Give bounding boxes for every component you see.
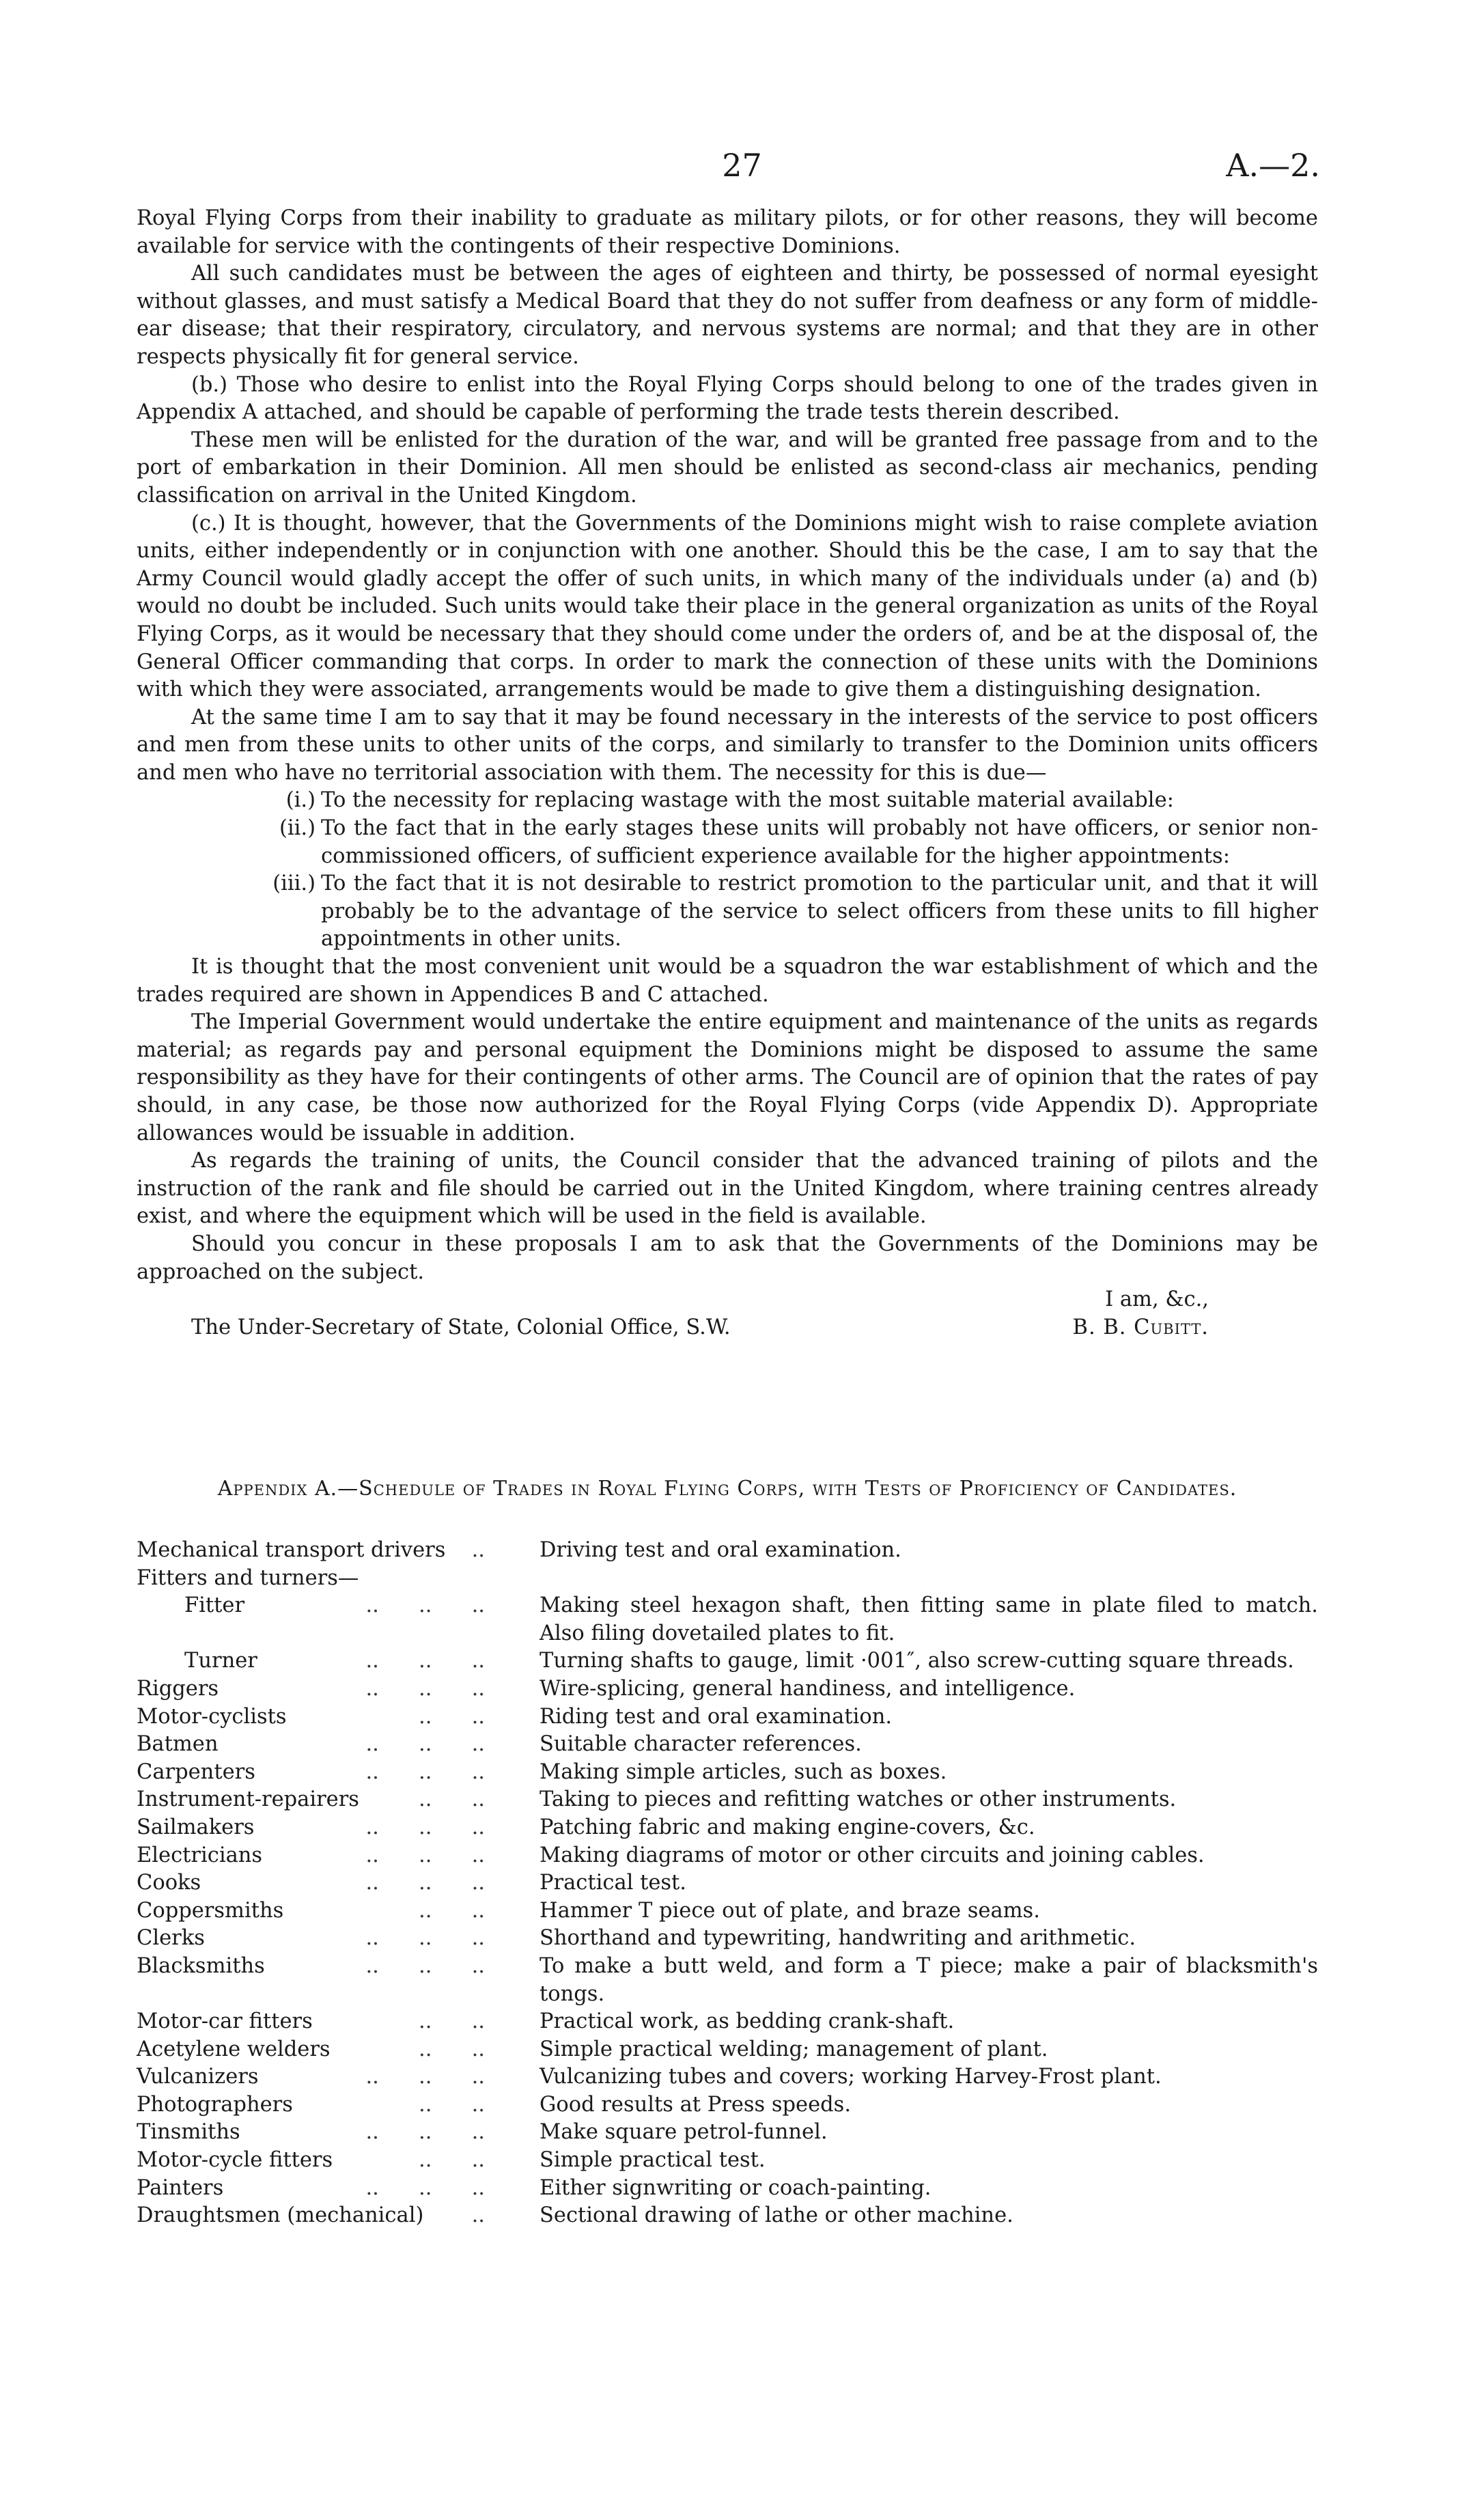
list-number: (ii.) xyxy=(279,816,316,841)
table-row xyxy=(137,1814,1318,1842)
table-row xyxy=(137,1731,1318,1759)
trade-name: Painters .. .. .. xyxy=(137,2175,485,2200)
table-row xyxy=(137,1869,1318,1897)
trade-name: Motor-cyclists .. .. xyxy=(137,1704,485,1729)
list-number: (iii.) xyxy=(272,872,316,896)
page-number: 27 xyxy=(722,147,762,184)
paragraph: At the same time I am to say that it may be found necessary in the interests of the service to post officers and men from these units to other units of the corps, and similarly to transfer to the Dominion units officers and men who have no territorial association with them. The necessity for this is due— xyxy=(137,705,1318,785)
document-reference: A.—2. xyxy=(1226,147,1320,184)
paragraph: Royal Flying Corps from their inability to graduate as military pilots, or for other reasons, they will become available for service with the contingents of their respective Dominions. xyxy=(137,206,1318,258)
trade-name: Motor-car fitters .. .. xyxy=(137,2009,485,2034)
table-row xyxy=(137,1703,1318,1731)
trade-test: Vulcanizing tubes and covers; working Harvey-Frost plant. xyxy=(540,2065,1162,2089)
list-text: To the necessity for replacing wastage with the most suitable material available: xyxy=(321,788,1174,813)
list-item xyxy=(253,870,1318,953)
trade-name: Fitter .. .. .. xyxy=(184,1593,485,1618)
trade-test: Making simple articles, such as boxes. xyxy=(540,1759,947,1784)
trade-test: Making steel hexagon shaft, then fitting same in plate filed to match. Also filing dovetailed plates to fit. xyxy=(540,1593,1318,1645)
table-row xyxy=(137,1537,1318,1565)
trades-schedule xyxy=(137,1537,1318,2230)
trade-name: Motor-cycle fitters .. .. xyxy=(137,2148,485,2173)
table-row xyxy=(137,1842,1318,1870)
table-row xyxy=(137,2147,1318,2175)
table-row xyxy=(137,1897,1318,1925)
table-row xyxy=(137,2036,1318,2064)
table-row xyxy=(137,2202,1318,2230)
paragraph: Should you concur in these proposals I am to ask that the Governments of the Dominions may be approached on the subject. xyxy=(137,1231,1318,1284)
trade-name: Turner .. .. .. xyxy=(184,1649,485,1673)
table-row xyxy=(137,1786,1318,1814)
trade-test: Either signwriting or coach-painting. xyxy=(540,2175,932,2200)
appendix-title: Appendix A.—Schedule of Trades in Royal Flying Corps, with Tests of Proficiency of Candidates. xyxy=(217,1477,1237,1501)
trade-name: Vulcanizers .. .. .. xyxy=(137,2065,485,2089)
trade-name: Carpenters .. .. .. xyxy=(137,1759,485,1784)
reasons-list xyxy=(253,787,1318,953)
trade-test: Simple practical welding; management of plant. xyxy=(540,2037,1048,2061)
trade-test: Shorthand and typewriting, handwriting and arithmetic. xyxy=(540,1926,1136,1951)
paragraph: (b.) Those who desire to enlist into the Royal Flying Corps should belong to one of the trades given in Appendix A attached, and should be capable of performing the trade tests therein described. xyxy=(137,372,1318,425)
signature: B. B. Cubitt. xyxy=(1072,1315,1209,1339)
table-row xyxy=(137,1592,1318,1647)
list-text: To the fact that in the early stages these units will probably not have officers, or senior non-commissioned officers, of sufficient experience available for the higher appointments: xyxy=(321,816,1318,868)
table-row xyxy=(137,2063,1318,2091)
table-row xyxy=(137,1647,1318,1675)
trade-name: Sailmakers .. .. .. xyxy=(137,1815,485,1839)
trade-test: Sectional drawing of lathe or other machine. xyxy=(540,2203,1013,2228)
trade-test: Hammer T piece out of plate, and braze seams. xyxy=(540,1898,1040,1923)
trade-name: Cooks .. .. .. xyxy=(137,1871,485,1895)
trade-name: Blacksmiths .. .. .. xyxy=(137,1953,485,1978)
trade-test: Turning shafts to gauge, limit ·001″, also screw-cutting square threads. xyxy=(540,1649,1294,1673)
table-row xyxy=(137,1759,1318,1787)
trade-test: Taking to pieces and refitting watches or other instruments. xyxy=(540,1787,1177,1812)
paragraph: As regards the training of units, the Council consider that the advanced training of pilots and the instruction of the rank and file should be carried out in the United Kingdom, where training centres already exist, and where the equipment which will be used in the field is available. xyxy=(137,1149,1318,1229)
trade-test: To make a butt weld, and form a T piece; make a pair of blacksmith's tongs. xyxy=(540,1953,1318,2006)
list-number: (i.) xyxy=(285,788,316,813)
trade-test: Driving test and oral examination. xyxy=(540,1538,901,1562)
table-row xyxy=(137,1953,1318,2008)
table-row xyxy=(137,2119,1318,2147)
table-row xyxy=(137,2091,1318,2119)
trade-name: Tinsmiths .. .. .. xyxy=(137,2120,485,2145)
table-row xyxy=(137,2008,1318,2036)
signoff-row xyxy=(137,1314,1318,1342)
trade-name: Photographers .. .. xyxy=(137,2092,485,2117)
table-row xyxy=(137,1925,1318,1953)
paragraph: These men will be enlisted for the duration of the war, and will be granted free passage from and to the port of embarkation in their Dominion. All men should be enlisted as second-class air mechanics, pending classification on arrival in the United Kingdom. xyxy=(137,428,1318,507)
trade-name: Draughtsmen (mechanical) .. xyxy=(137,2203,485,2228)
paragraph: The Imperial Government would undertake the entire equipment and maintenance of the units as regards material; as regards pay and personal equipment the Dominions might be disposed to assume the same responsibility as they have for their contingents of other arms. The Council are of opinion that the rates of pay should, in any case, be those now authorized for the Royal Flying Corps (vide Appendix D). Appropriate allowances would be issuable in addition. xyxy=(137,1010,1318,1145)
trade-name: Clerks .. .. .. xyxy=(137,1926,485,1951)
trade-name: Batmen .. .. .. xyxy=(137,1732,485,1757)
trade-test: Practical work, as bedding crank-shaft. xyxy=(540,2009,955,2034)
addressee: The Under-Secretary of State, Colonial Office, S.W. xyxy=(191,1315,731,1339)
trade-test: Wire-splicing, general handiness, and intelligence. xyxy=(540,1676,1076,1701)
trade-name: Riggers .. .. .. xyxy=(137,1676,485,1701)
trade-test: Riding test and oral examination. xyxy=(540,1704,893,1729)
table-row xyxy=(137,1565,1318,1593)
list-item xyxy=(253,815,1318,870)
trade-test: Making diagrams of motor or other circuits and joining cables. xyxy=(540,1843,1205,1867)
trade-test: Make square petrol-funnel. xyxy=(540,2120,828,2145)
closing-line xyxy=(137,1286,1318,1314)
trade-test: Practical test. xyxy=(540,1871,687,1895)
list-item xyxy=(253,787,1318,815)
paragraph: All such candidates must be between the ages of eighteen and thirty, be possessed of normal eyesight without glasses, and must satisfy a Medical Board that they do not suffer from deafness or any form of middle-ear disease; that their respiratory, circulatory, and nervous systems are normal; and that they are in other respects physically fit for general service. xyxy=(137,262,1318,369)
trade-name: Acetylene welders .. .. xyxy=(137,2037,485,2061)
paragraph: It is thought that the most convenient unit would be a squadron the war establishment of which and the trades required are shown in Appendices B and C attached. xyxy=(137,955,1318,1007)
paragraph: (c.) It is thought, however, that the Governments of the Dominions might wish to raise complete aviation units, either independently or in conjunction with one another. Should this be the case, I am to say that the Army Council would gladly accept the offer of such units, in which many of the individuals under (a) and (b) would no doubt be included. Such units would take their place in the general organization as units of the Royal Flying Corps, as it would be necessary that they should come under the orders of, and be at the disposal of, the General Officer commanding that corps. In order to mark the connection of these units with the Dominions with which they were associated, arrangements would be made to give them a distinguishing designation. xyxy=(137,511,1318,702)
trade-test: Simple practical test. xyxy=(540,2148,766,2173)
trade-name: Coppersmiths .. .. xyxy=(137,1898,485,1923)
trade-test: Suitable character references. xyxy=(540,1732,862,1757)
trade-name: Instrument-repairers .. .. xyxy=(137,1787,485,1812)
page-header xyxy=(137,147,1347,188)
table-row xyxy=(137,1675,1318,1703)
trade-group-heading: Fitters and turners— xyxy=(137,1565,359,1590)
trade-test: Patching fabric and making engine-covers, &c. xyxy=(540,1815,1035,1839)
trade-test: Good results at Press speeds. xyxy=(540,2092,852,2117)
list-text: To the fact that it is not desirable to restrict promotion to the particular unit, and that it will probably be to the advantage of the service to select officers from these units to fill higher appointments in other units. xyxy=(321,872,1318,951)
table-row xyxy=(137,2175,1318,2203)
trade-name: Electricians .. .. .. xyxy=(137,1843,485,1867)
closing-text: I am, &c., xyxy=(1105,1287,1209,1312)
letter-body xyxy=(137,205,1318,1341)
trade-name: Mechanical transport drivers .. xyxy=(137,1538,485,1562)
